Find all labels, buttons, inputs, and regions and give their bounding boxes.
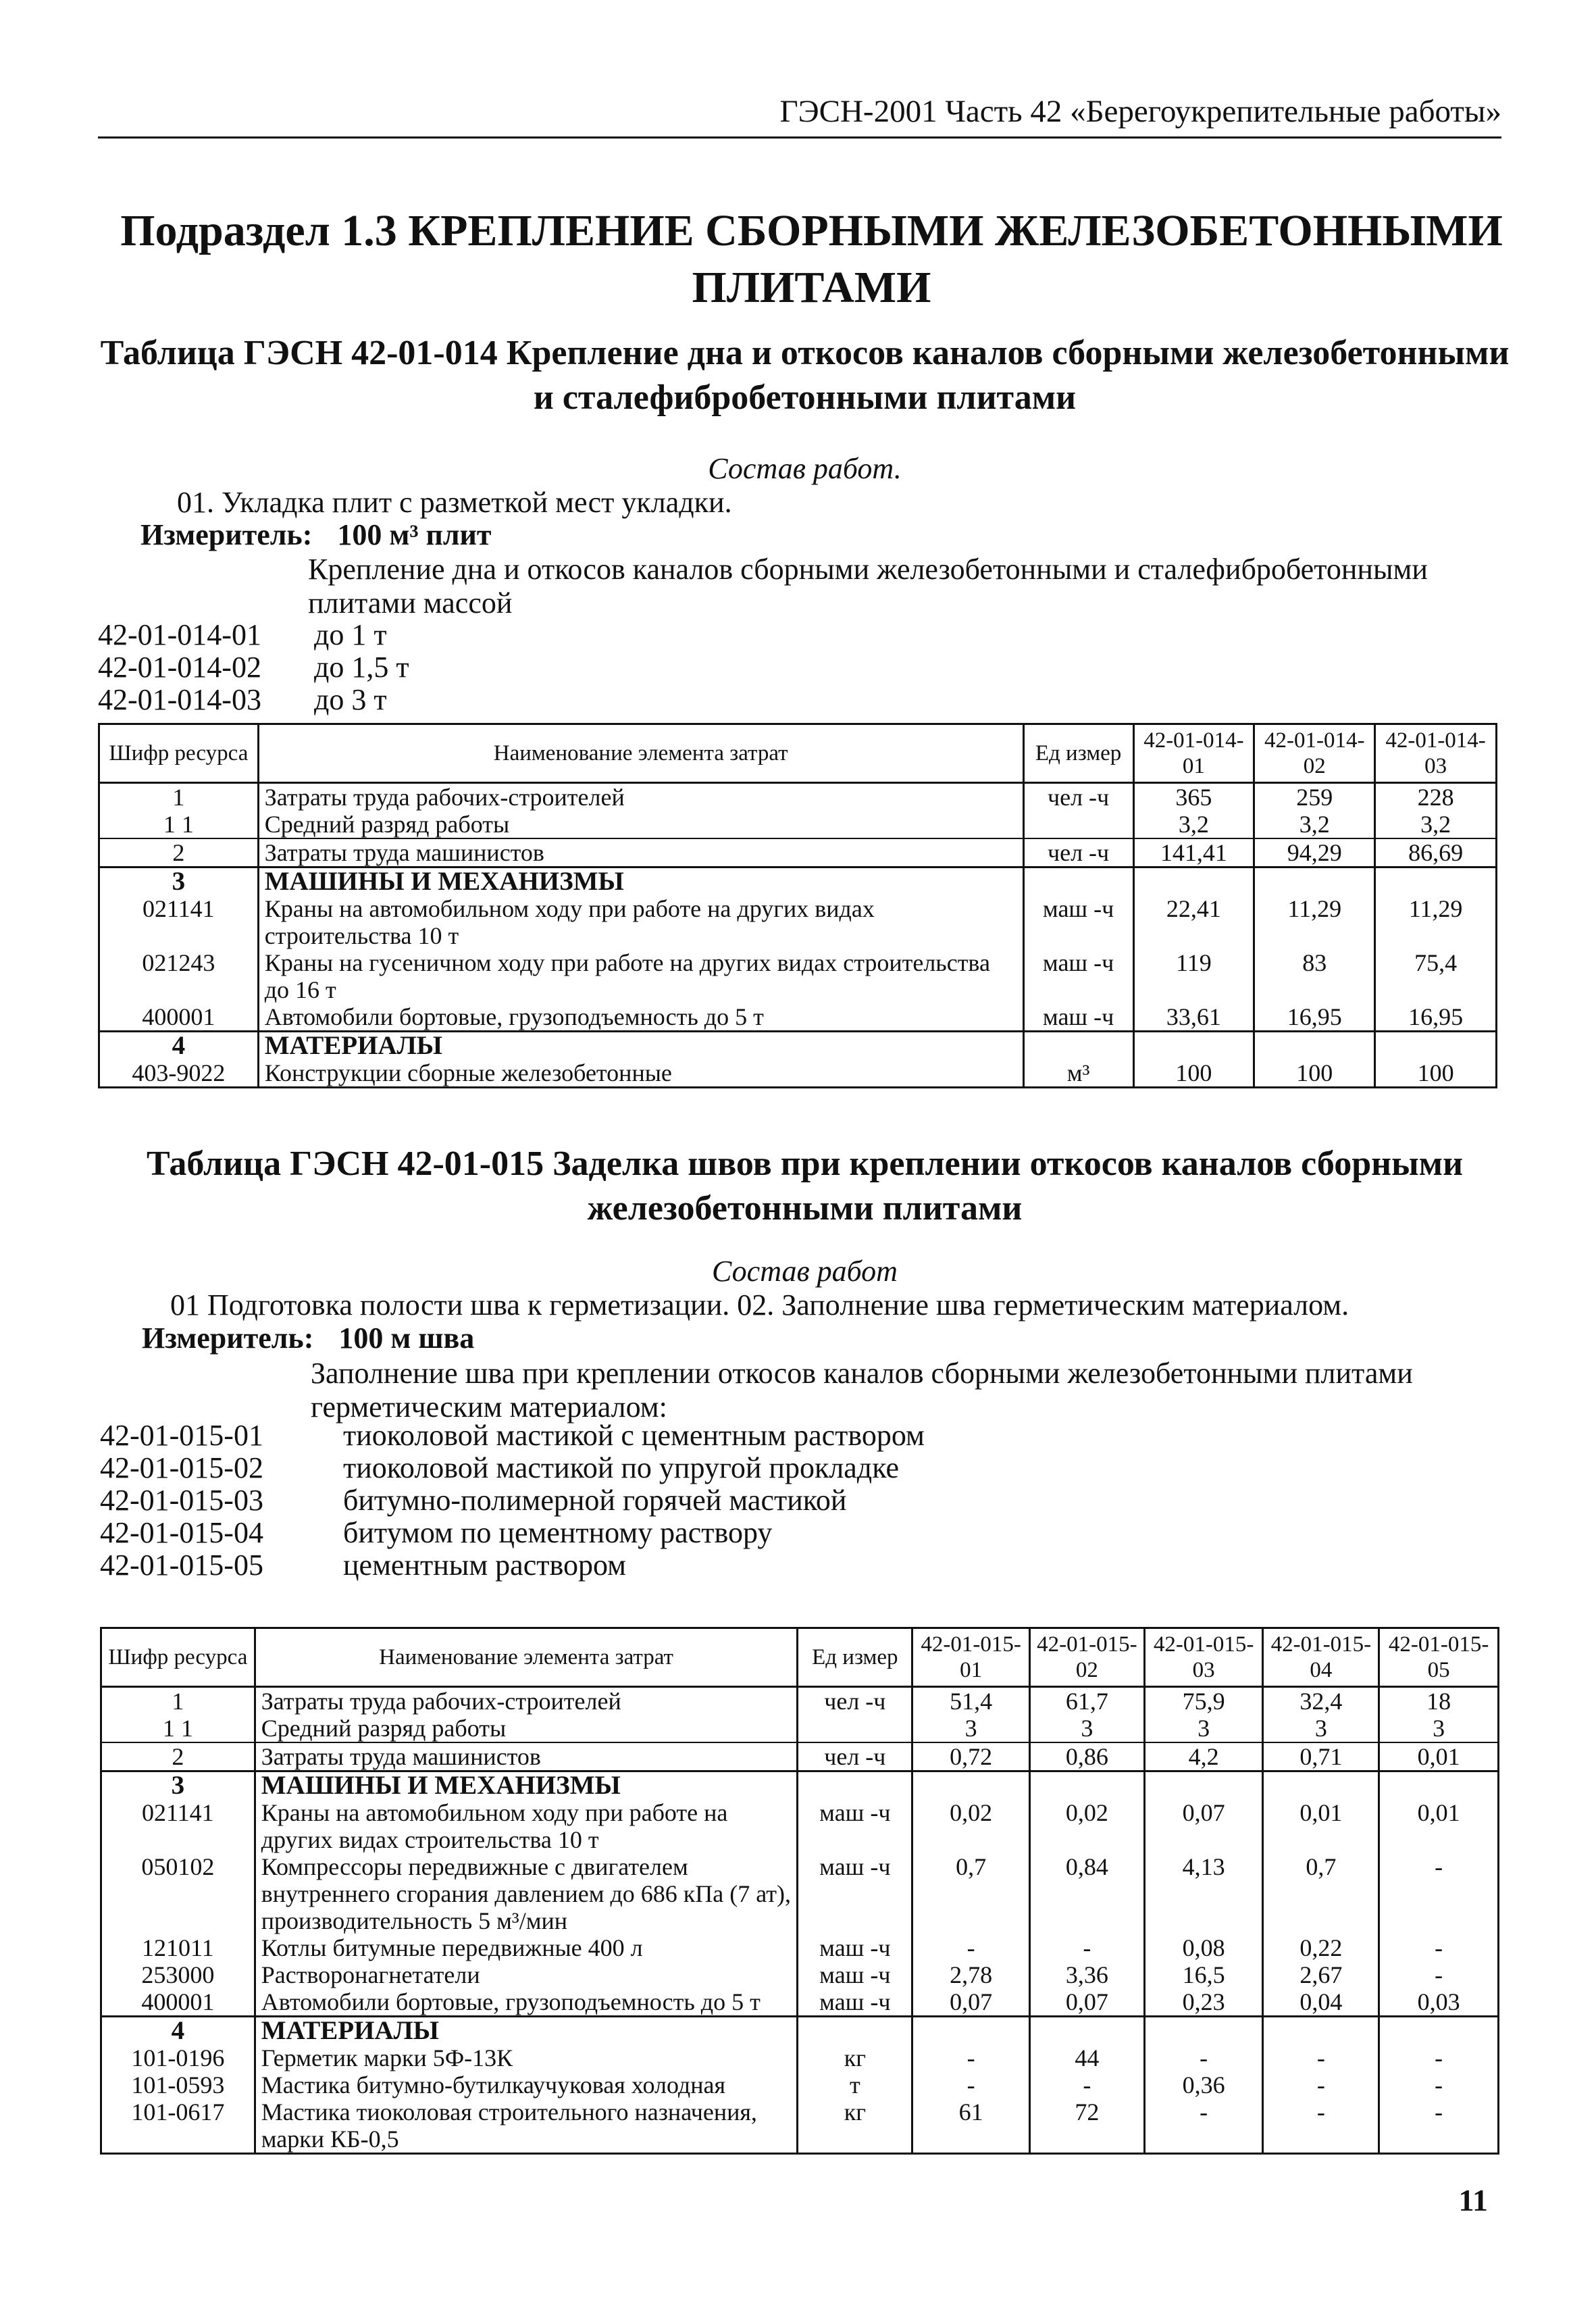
cell-name: МАШИНЫ И МЕХАНИЗМЫ: [255, 1771, 798, 1800]
cell-unit: маш -ч: [798, 1853, 912, 1934]
cell-value: 365: [1133, 783, 1254, 811]
cell-value: 0,02: [912, 1799, 1030, 1853]
cell-unit: маш -ч: [1023, 895, 1133, 949]
cell-value: 119: [1133, 949, 1254, 1003]
table2-code-item: [100, 1549, 925, 1582]
cell-value: [1263, 1771, 1379, 1800]
cell-name: Средний разряд работы: [258, 811, 1023, 838]
cell-code: 1 1: [101, 1715, 255, 1742]
table1-title-line1: Таблица ГЭСН 42-01-014 Крепление дна и откосов каналов сборными железобетонными: [100, 334, 1510, 372]
cell-unit: чел -ч: [798, 1742, 912, 1771]
cell-unit: [798, 1771, 912, 1800]
cell-name: Затраты труда рабочих-строителей: [255, 1687, 798, 1715]
table2-meter: [142, 1321, 474, 1355]
table1-code-item: [98, 619, 409, 651]
cell-code: 021141: [101, 1799, 255, 1853]
cell-value: [1379, 2017, 1499, 2045]
cell-value: 75,4: [1375, 949, 1497, 1003]
table1-work-heading: Состав работ.: [708, 452, 902, 485]
cell-value: [1379, 1771, 1499, 1800]
cell-value: -: [1379, 2044, 1499, 2071]
cell-value: 0,72: [912, 1742, 1030, 1771]
cell-value: 33,61: [1133, 1003, 1254, 1032]
cell-name: МАТЕРИАЛЫ: [255, 2017, 798, 2045]
cell-name: МАШИНЫ И МЕХАНИЗМЫ: [258, 867, 1023, 896]
cell-value: 32,4: [1263, 1687, 1379, 1715]
cell-value: 44: [1029, 2044, 1144, 2071]
norm-code-text: до 1 т: [314, 618, 387, 651]
cell-value: 0,7: [912, 1853, 1030, 1934]
cell-code: 101-0617: [101, 2098, 255, 2154]
table2-work-heading: Состав работ: [712, 1255, 898, 1288]
cell-value: 61,7: [1029, 1687, 1144, 1715]
table1-description: Крепление дна и откосов каналов сборными железобетонными и сталефибробетонными плитами массой: [308, 553, 1428, 620]
cell-unit: [1023, 1032, 1133, 1060]
cell-value: 4,13: [1144, 1853, 1263, 1934]
cell-code: 2: [99, 838, 259, 867]
norm-code-text: до 3 т: [314, 683, 387, 716]
section-title-line2: ПЛИТАМИ: [692, 263, 931, 312]
table2-header-col: 42-01-015-05: [1379, 1628, 1499, 1687]
table2-meter-value: 100 м шва: [338, 1322, 475, 1355]
cell-name: Автомобили бортовые, грузоподъемность до 5 т: [258, 1003, 1023, 1032]
cell-unit: чел -ч: [798, 1687, 912, 1715]
cell-value: -: [1263, 2044, 1379, 2071]
cell-value: 100: [1254, 1059, 1375, 1088]
cell-unit: м³: [1023, 1059, 1133, 1088]
table-row: [101, 1988, 1499, 2017]
cell-value: -: [912, 2071, 1030, 2098]
cell-code: 1 1: [99, 811, 259, 838]
table-row: [101, 1715, 1499, 1742]
cell-value: 0,07: [912, 1988, 1030, 2017]
table2-header-name: Наименование элемента затрат: [255, 1628, 798, 1687]
table2-resource-table: [100, 1627, 1499, 2155]
table2-title: [95, 1142, 1515, 1231]
cell-unit: чел -ч: [1023, 838, 1133, 867]
cell-value: [1375, 867, 1497, 896]
cell-value: 3: [912, 1715, 1030, 1742]
cell-value: -: [912, 1934, 1030, 1961]
cell-value: 16,95: [1254, 1003, 1375, 1032]
cell-unit: [798, 1715, 912, 1742]
norm-code: 42-01-015-04: [100, 1516, 263, 1549]
cell-value: 228: [1375, 783, 1497, 811]
table-row: [101, 2017, 1499, 2045]
cell-unit: [798, 2017, 912, 2045]
cell-value: 0,04: [1263, 1988, 1379, 2017]
cell-value: 22,41: [1133, 895, 1254, 949]
cell-value: 3,2: [1254, 811, 1375, 838]
table-row: [99, 867, 1497, 896]
table-row: [99, 1032, 1497, 1060]
cell-value: -: [1379, 1961, 1499, 1988]
table1-header-col: 42-01-014-01: [1133, 724, 1254, 783]
cell-value: [1254, 867, 1375, 896]
table2-code-item: [100, 1452, 925, 1484]
cell-name: Краны на автомобильном ходу при работе на других видах строительства 10 т: [258, 895, 1023, 949]
cell-value: -: [1379, 1853, 1499, 1934]
cell-value: 100: [1133, 1059, 1254, 1088]
cell-value: 0,22: [1263, 1934, 1379, 1961]
norm-code-text: до 1,5 т: [314, 651, 409, 684]
cell-value: 75,9: [1144, 1687, 1263, 1715]
cell-value: -: [1379, 2098, 1499, 2154]
table1-work-line: 01. Укладка плит с разметкой мест укладки.: [177, 486, 732, 519]
cell-value: 18: [1379, 1687, 1499, 1715]
table-row: [99, 1059, 1497, 1088]
norm-code: 42-01-014-01: [98, 618, 261, 651]
table1-code-item: [98, 651, 409, 684]
cell-code: 400001: [99, 1003, 259, 1032]
table2-header-col: 42-01-015-03: [1144, 1628, 1263, 1687]
cell-value: [1263, 2017, 1379, 2045]
table2-code-item: [100, 1419, 925, 1452]
cell-value: [1144, 1771, 1263, 1800]
cell-value: 3,2: [1375, 811, 1497, 838]
cell-name: Мастика битумно-бутилкаучуковая холодная: [255, 2071, 798, 2098]
cell-value: [1133, 1032, 1254, 1060]
cell-value: 0,07: [1029, 1988, 1144, 2017]
cell-value: [1029, 2017, 1144, 2045]
norm-code: 42-01-015-02: [100, 1451, 263, 1484]
cell-name: Краны на гусеничном ходу при работе на других видах строительства до 16 т: [258, 949, 1023, 1003]
cell-value: -: [1144, 2044, 1263, 2071]
table1-meter-value: 100 м³ плит: [337, 518, 492, 551]
cell-name: Компрессоры передвижные с двигателем внутреннего сгорания давлением до 686 кПа (7 ат), производительность 5 м³/мин: [255, 1853, 798, 1934]
table2-header-col: 42-01-015-01: [912, 1628, 1030, 1687]
cell-value: 0,02: [1029, 1799, 1144, 1853]
cell-value: [1375, 1032, 1497, 1060]
cell-unit: [1023, 811, 1133, 838]
table1-title-line2: и сталефибробетонными плитами: [533, 378, 1077, 417]
table1-header-col: 42-01-014-03: [1375, 724, 1497, 783]
table-row: [101, 1687, 1499, 1715]
section-title: [108, 203, 1515, 316]
table1-header-code: Шифр ресурса: [99, 724, 259, 783]
cell-name: МАТЕРИАЛЫ: [258, 1032, 1023, 1060]
cell-value: [1254, 1032, 1375, 1060]
cell-unit: маш -ч: [798, 1934, 912, 1961]
norm-code-text: битумом по цементному раствору: [343, 1516, 773, 1549]
cell-value: -: [1263, 2071, 1379, 2098]
cell-code: 021141: [99, 895, 259, 949]
cell-code: 101-0593: [101, 2071, 255, 2098]
cell-code: 050102: [101, 1853, 255, 1934]
cell-value: 16,5: [1144, 1961, 1263, 1988]
cell-value: 94,29: [1254, 838, 1375, 867]
cell-name: Затраты труда машинистов: [255, 1742, 798, 1771]
cell-value: 0,71: [1263, 1742, 1379, 1771]
table1-header-unit: Ед измер: [1023, 724, 1133, 783]
page-number: 11: [1458, 2183, 1488, 2217]
cell-value: 0,01: [1379, 1799, 1499, 1853]
table1-meter: [140, 518, 492, 552]
cell-value: -: [1144, 2098, 1263, 2154]
table2-header-code: Шифр ресурса: [101, 1628, 255, 1687]
cell-value: 3: [1144, 1715, 1263, 1742]
table1-header-col: 42-01-014-02: [1254, 724, 1375, 783]
cell-name: Конструкции сборные железобетонные: [258, 1059, 1023, 1088]
cell-value: 72: [1029, 2098, 1144, 2154]
norm-code: 42-01-014-03: [98, 683, 261, 716]
table-row: [99, 811, 1497, 838]
cell-value: -: [1379, 2071, 1499, 2098]
norm-code: 42-01-015-05: [100, 1549, 263, 1582]
norm-code: 42-01-014-02: [98, 651, 261, 684]
cell-value: 2,67: [1263, 1961, 1379, 1988]
norm-code: 42-01-015-01: [100, 1419, 263, 1452]
cell-code: 3: [101, 1771, 255, 1800]
cell-name: Мастика тиоколовая строительного назначения, марки КБ-0,5: [255, 2098, 798, 2154]
cell-value: -: [912, 2044, 1030, 2071]
cell-value: 0,01: [1379, 1742, 1499, 1771]
cell-unit: маш -ч: [798, 1988, 912, 2017]
cell-value: 4,2: [1144, 1742, 1263, 1771]
cell-name: Затраты труда машинистов: [258, 838, 1023, 867]
cell-value: -: [1379, 1934, 1499, 1961]
cell-unit: кг: [798, 2098, 912, 2154]
table1-header-name: Наименование элемента затрат: [258, 724, 1023, 783]
cell-value: 3,2: [1133, 811, 1254, 838]
cell-value: [912, 2017, 1030, 2045]
cell-value: -: [1029, 2071, 1144, 2098]
table-row: [101, 1853, 1499, 1934]
table1-meter-label: Измеритель:: [140, 518, 313, 551]
table1-code-item: [98, 684, 409, 716]
cell-value: 0,7: [1263, 1853, 1379, 1934]
cell-name: Средний разряд работы: [255, 1715, 798, 1742]
cell-code: 4: [99, 1032, 259, 1060]
cell-unit: т: [798, 2071, 912, 2098]
table-row: [101, 1799, 1499, 1853]
cell-value: 0,86: [1029, 1742, 1144, 1771]
cell-value: 0,36: [1144, 2071, 1263, 2098]
cell-code: 2: [101, 1742, 255, 1771]
table1-resource-table: [98, 723, 1497, 1088]
cell-value: [1133, 867, 1254, 896]
cell-value: 61: [912, 2098, 1030, 2154]
cell-value: 3: [1379, 1715, 1499, 1742]
cell-value: 11,29: [1254, 895, 1375, 949]
cell-value: 3: [1263, 1715, 1379, 1742]
cell-code: 403-9022: [99, 1059, 259, 1088]
cell-value: 86,69: [1375, 838, 1497, 867]
cell-value: 0,03: [1379, 1988, 1499, 2017]
table2-code-list: [100, 1419, 925, 1582]
table-row: [99, 1003, 1497, 1032]
table1-title: [95, 331, 1515, 420]
table2-code-item: [100, 1484, 925, 1517]
table2-description: Заполнение шва при креплении откосов каналов сборными железобетонными плитами герметическим материалом:: [311, 1357, 1413, 1424]
cell-value: 259: [1254, 783, 1375, 811]
cell-unit: маш -ч: [1023, 1003, 1133, 1032]
table2-meter-label: Измеритель:: [142, 1322, 314, 1355]
cell-value: 16,95: [1375, 1003, 1497, 1032]
table2-work-line: 01 Подготовка полости шва к герметизации. 02. Заполнение шва герметическим материалом.: [170, 1288, 1349, 1322]
cell-code: 021243: [99, 949, 259, 1003]
table-row: [99, 783, 1497, 811]
norm-code-text: тиоколовой мастикой с цементным раствором: [343, 1419, 925, 1452]
cell-code: 1: [99, 783, 259, 811]
cell-value: -: [1029, 1934, 1144, 1961]
cell-name: Краны на автомобильном ходу при работе на других видах строительства 10 т: [255, 1799, 798, 1853]
cell-code: 400001: [101, 1988, 255, 2017]
cell-unit: чел -ч: [1023, 783, 1133, 811]
cell-code: 101-0196: [101, 2044, 255, 2071]
cell-unit: маш -ч: [798, 1799, 912, 1853]
table2-title-line1: Таблица ГЭСН 42-01-015 Заделка швов при креплении откосов каналов сборными железобетонными плитами: [146, 1145, 1464, 1228]
table-row: [99, 838, 1497, 867]
table2-code-item: [100, 1517, 925, 1549]
cell-name: Автомобили бортовые, грузоподъемность до 5 т: [255, 1988, 798, 2017]
cell-unit: маш -ч: [1023, 949, 1133, 1003]
cell-value: 100: [1375, 1059, 1497, 1088]
cell-unit: кг: [798, 2044, 912, 2071]
table-row: [101, 1934, 1499, 1961]
cell-name: Герметик марки 5Ф-13К: [255, 2044, 798, 2071]
table2-header-col: 42-01-015-02: [1029, 1628, 1144, 1687]
norm-code: 42-01-015-03: [100, 1484, 263, 1517]
running-header: ГЭСН-2001 Часть 42 «Берегоукрепительные работы»: [98, 93, 1501, 139]
cell-name: Растворонагнетатели: [255, 1961, 798, 1988]
cell-value: -: [1263, 2098, 1379, 2154]
table-row: [99, 949, 1497, 1003]
table2-header-col: 42-01-015-04: [1263, 1628, 1379, 1687]
cell-value: 0,08: [1144, 1934, 1263, 1961]
cell-value: 0,07: [1144, 1799, 1263, 1853]
table-row: [101, 2044, 1499, 2071]
table-row: [101, 1742, 1499, 1771]
cell-code: 4: [101, 2017, 255, 2045]
cell-value: 0,01: [1263, 1799, 1379, 1853]
cell-value: [1144, 2017, 1263, 2045]
norm-code-text: тиоколовой мастикой по упругой прокладке: [343, 1451, 900, 1484]
norm-code-text: битумно-полимерной горячей мастикой: [343, 1484, 847, 1517]
cell-value: 11,29: [1375, 895, 1497, 949]
cell-value: 0,84: [1029, 1853, 1144, 1934]
cell-name: Затраты труда рабочих-строителей: [258, 783, 1023, 811]
cell-value: 51,4: [912, 1687, 1030, 1715]
cell-value: [1029, 1771, 1144, 1800]
cell-code: 121011: [101, 1934, 255, 1961]
section-title-line1: Подраздел 1.3 КРЕПЛЕНИЕ СБОРНЫМИ ЖЕЛЕЗОБЕТОННЫМИ: [120, 206, 1503, 255]
table-row: [101, 1771, 1499, 1800]
cell-code: 253000: [101, 1961, 255, 1988]
cell-value: 141,41: [1133, 838, 1254, 867]
cell-value: 83: [1254, 949, 1375, 1003]
cell-code: 3: [99, 867, 259, 896]
table-row: [101, 1961, 1499, 1988]
cell-value: 3,36: [1029, 1961, 1144, 1988]
norm-code-text: цементным раствором: [343, 1549, 626, 1582]
table1-code-list: [98, 619, 409, 716]
cell-name: Котлы битумные передвижные 400 л: [255, 1934, 798, 1961]
table2-header-unit: Ед измер: [798, 1628, 912, 1687]
table-row: [101, 2098, 1499, 2154]
table-row: [99, 895, 1497, 949]
cell-value: 3: [1029, 1715, 1144, 1742]
cell-code: 1: [101, 1687, 255, 1715]
table-row: [101, 2071, 1499, 2098]
cell-unit: маш -ч: [798, 1961, 912, 1988]
cell-value: [912, 1771, 1030, 1800]
cell-unit: [1023, 867, 1133, 896]
cell-value: 0,23: [1144, 1988, 1263, 2017]
cell-value: 2,78: [912, 1961, 1030, 1988]
